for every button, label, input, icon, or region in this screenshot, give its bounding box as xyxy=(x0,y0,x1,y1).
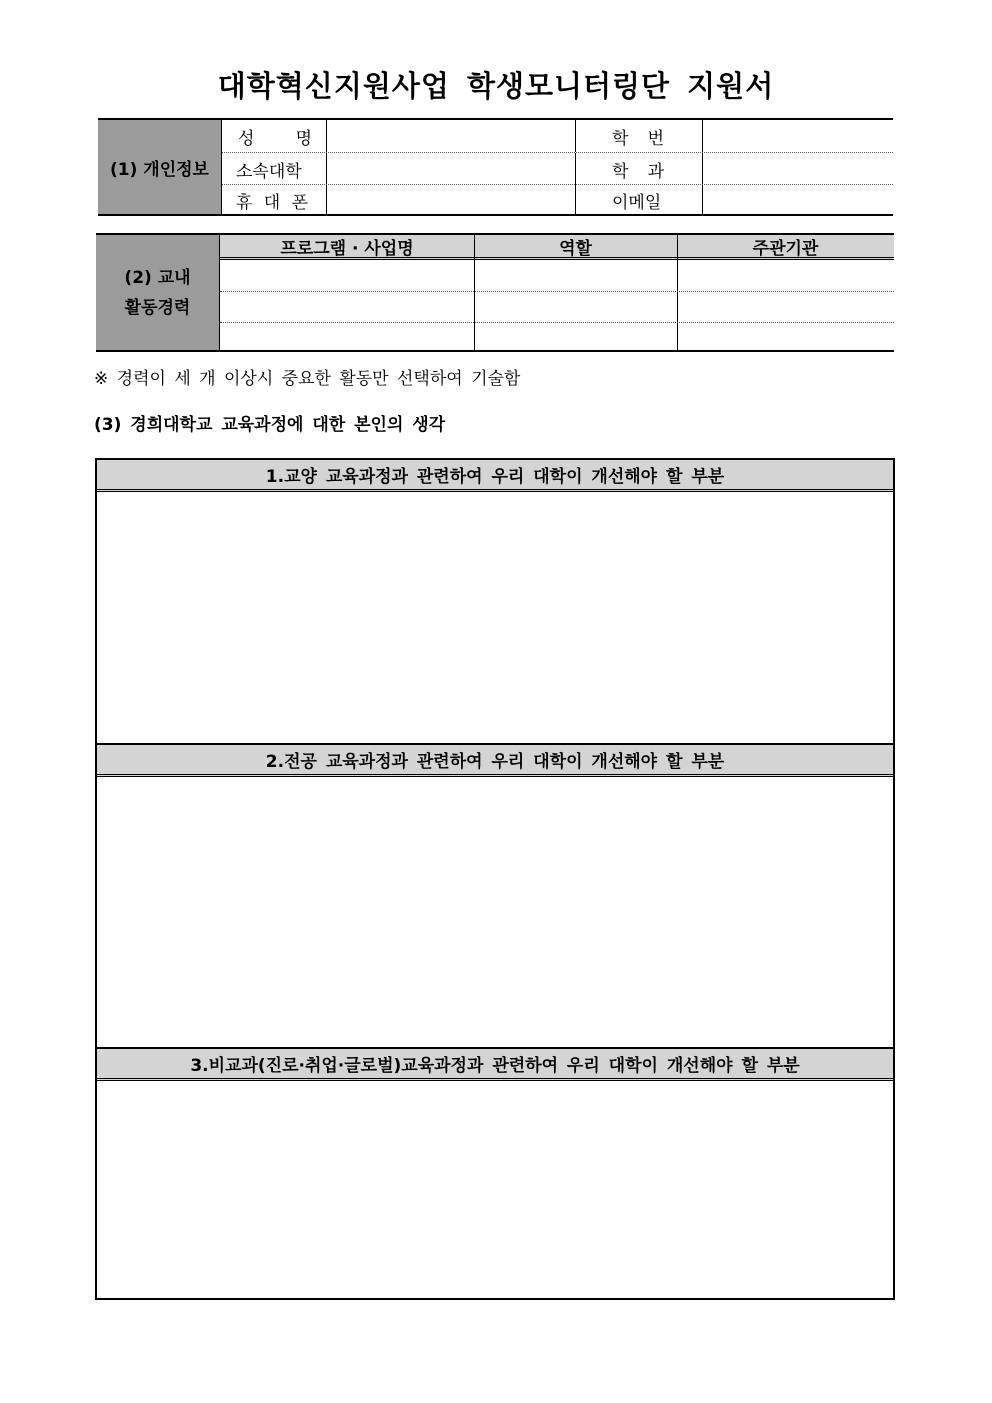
student-id-field[interactable] xyxy=(703,120,893,152)
column-role: 역할 xyxy=(559,238,592,259)
student-id-label: 학 번 xyxy=(612,128,664,149)
opinion-section-title: (3) 경희대학교 교육과정에 대한 본인의 생각 xyxy=(94,415,446,435)
name-field[interactable] xyxy=(327,120,575,152)
general-education-header: 1.교양 교육과정과 관련하여 우리 대학이 개선해야 할 부분 xyxy=(97,460,893,492)
personal-info-section-label: (1) 개인정보 xyxy=(98,120,222,214)
name-label: 성 명 xyxy=(238,128,312,149)
department-label: 학 과 xyxy=(612,161,664,182)
phone-field[interactable] xyxy=(327,185,575,215)
activities-table xyxy=(96,233,894,352)
email-field[interactable] xyxy=(703,185,893,215)
college-field[interactable] xyxy=(327,153,575,185)
activity-row[interactable] xyxy=(221,323,894,350)
personal-info-row-college xyxy=(222,152,893,185)
opinion-table xyxy=(95,458,895,1300)
activity-row[interactable] xyxy=(221,261,894,290)
general-education-answer[interactable] xyxy=(97,493,893,743)
personal-info-row-name xyxy=(222,120,893,152)
column-program: 프로그램 · 사업명 xyxy=(280,238,414,259)
column-organizer: 주관기관 xyxy=(752,238,819,259)
extracurricular-header: 3.비교과(진로·취업·글로벌)교육과정과 관련하여 우리 대학이 개선해야 할 부분 xyxy=(97,1047,893,1081)
major-curriculum-answer[interactable] xyxy=(97,778,893,1047)
personal-info-table xyxy=(98,118,893,216)
college-label: 소속대학 xyxy=(236,161,302,182)
activities-section-label: (2) 교내 활동경력 xyxy=(96,235,220,350)
major-curriculum-header: 2.전공 교육과정과 관련하여 우리 대학이 개선해야 할 부분 xyxy=(97,743,893,777)
personal-info-row-phone xyxy=(222,184,893,215)
phone-label: 휴 대 폰 xyxy=(236,192,308,213)
department-field[interactable] xyxy=(703,153,893,185)
activity-note: ※ 경력이 세 개 이상시 중요한 활동만 선택하여 기술함 xyxy=(94,369,521,389)
document-title: 대학혁신지원사업 학생모니터링단 지원서 xyxy=(217,69,775,103)
email-label: 이메일 xyxy=(612,192,662,213)
activity-row[interactable] xyxy=(221,292,894,321)
extracurricular-answer[interactable] xyxy=(97,1082,893,1298)
